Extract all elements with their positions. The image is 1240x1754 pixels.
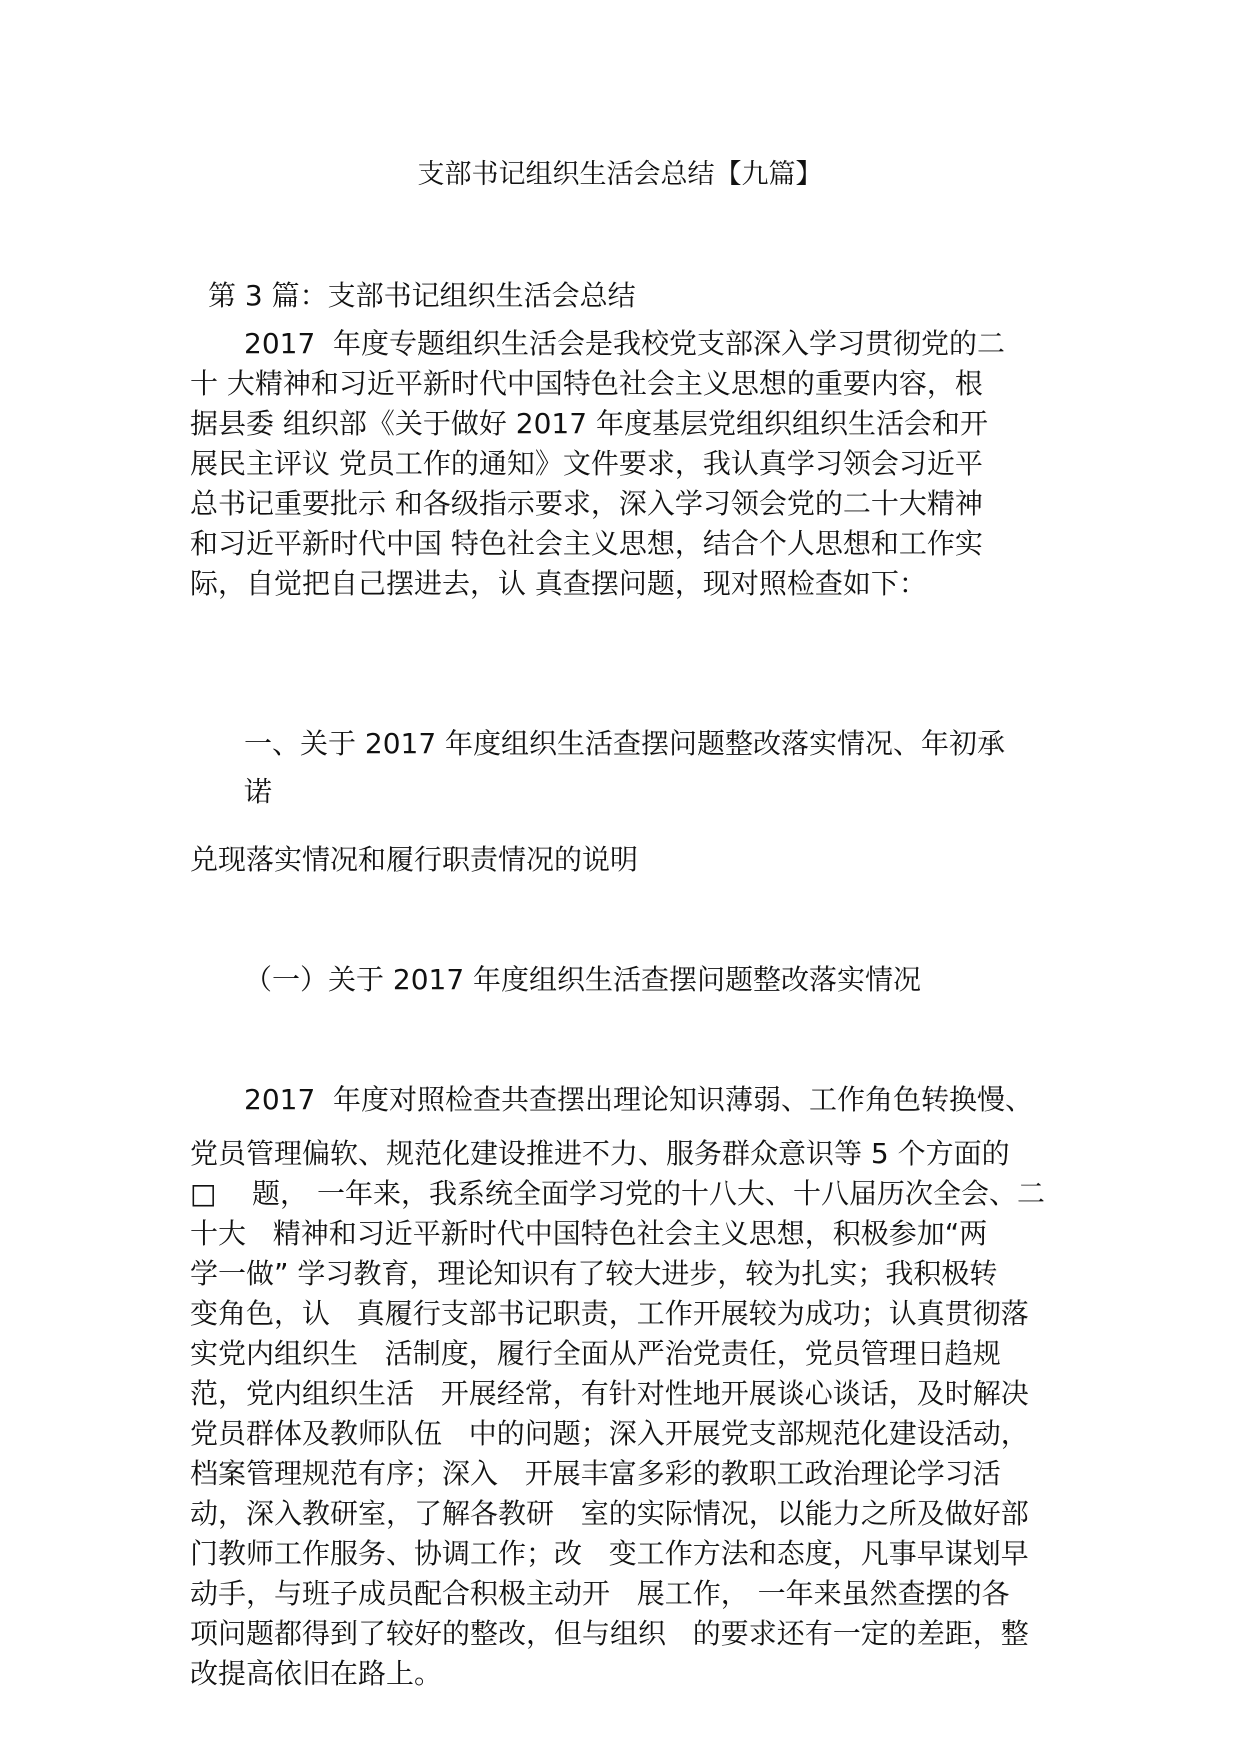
- body-line-11: 动，深入教研室，了解各教研 室的实际情况，以能力之所及做好部: [190, 1497, 1029, 1530]
- intro-line-4: 展民主评议 党员工作的通知》文件要求，我认真学习领会习近平: [190, 447, 983, 480]
- body-line-7: 实党内组织生 活制度，履行全面从严治党责任，党员管理日趋规: [190, 1337, 1001, 1370]
- section-1-heading-wrap: 诺: [244, 775, 273, 808]
- subsection-1-heading: （一）关于 2017 年度组织生活查摆问题整改落实情况: [244, 963, 922, 996]
- body-line-6: 变角色，认 真履行支部书记职责，工作开展较为成功；认真贯彻落: [190, 1297, 1029, 1330]
- body-line-10: 档案管理规范有序；深入 开展丰富多彩的教职工政治理论学习活: [190, 1457, 1001, 1490]
- article-subtitle: 第 3 篇：支部书记组织生活会总结: [208, 279, 636, 312]
- intro-line-6: 和习近平新时代中国 特色社会主义思想，结合个人思想和工作实: [190, 527, 983, 560]
- intro-line-3: 据县委 组织部《关于做好 2017 年度基层党组织组织生活会和开: [190, 407, 988, 440]
- body-line-13: 动手，与班子成员配合积极主动开 展工作， 一年来虽然查摆的各: [190, 1577, 1010, 1610]
- intro-line-1: 2017 年度专题组织生活会是我校党支部深入学习贯彻党的二: [244, 327, 1006, 360]
- body-line-14: 项问题都得到了较好的整改，但与组织 的要求还有一定的差距，整: [190, 1617, 1029, 1650]
- body-line-5: 学一做” 学习教育，理论知识有了较大进步，较为扎实；我积极转: [190, 1257, 998, 1290]
- body-line-3: □ 题， 一年来，我系统全面学习党的十八大、十八届历次全会、二: [190, 1177, 1045, 1210]
- body-line-2: 党员管理偏软、规范化建设推进不力、服务群众意识等 5 个方面的: [190, 1137, 1010, 1170]
- intro-line-5: 总书记重要批示 和各级指示要求，深入学习领会党的二十大精神: [190, 487, 983, 520]
- body-line-15: 改提高依旧在路上。: [190, 1657, 443, 1690]
- body-line-9: 党员群体及教师队伍 中的问题；深入开展党支部规范化建设活动，: [190, 1417, 1029, 1450]
- section-1-heading-continuation: 兑现落实情况和履行职责情况的说明: [190, 843, 639, 876]
- section-1-heading: 一、关于 2017 年度组织生活查摆问题整改落实情况、年初承: [244, 727, 1006, 760]
- body-line-12: 门教师工作服务、协调工作；改 变工作方法和态度，凡事早谋划早: [190, 1537, 1029, 1570]
- body-line-1: 2017 年度对照检查共查摆出理论知识薄弱、工作角色转换慢、: [244, 1083, 1034, 1116]
- body-line-8: 范，党内组织生活 开展经常，有针对性地开展谈心谈话，及时解决: [190, 1377, 1029, 1410]
- document-title: 支部书记组织生活会总结【九篇】: [417, 159, 823, 190]
- intro-line-2: 十 大精神和习近平新时代中国特色社会主义思想的重要内容，根: [190, 367, 983, 400]
- body-line-4: 十大 精神和习近平新时代中国特色社会主义思想，积极参加“两: [190, 1217, 988, 1250]
- intro-line-7: 际，自觉把自己摆进去，认 真查摆问题，现对照检查如下：: [190, 567, 927, 600]
